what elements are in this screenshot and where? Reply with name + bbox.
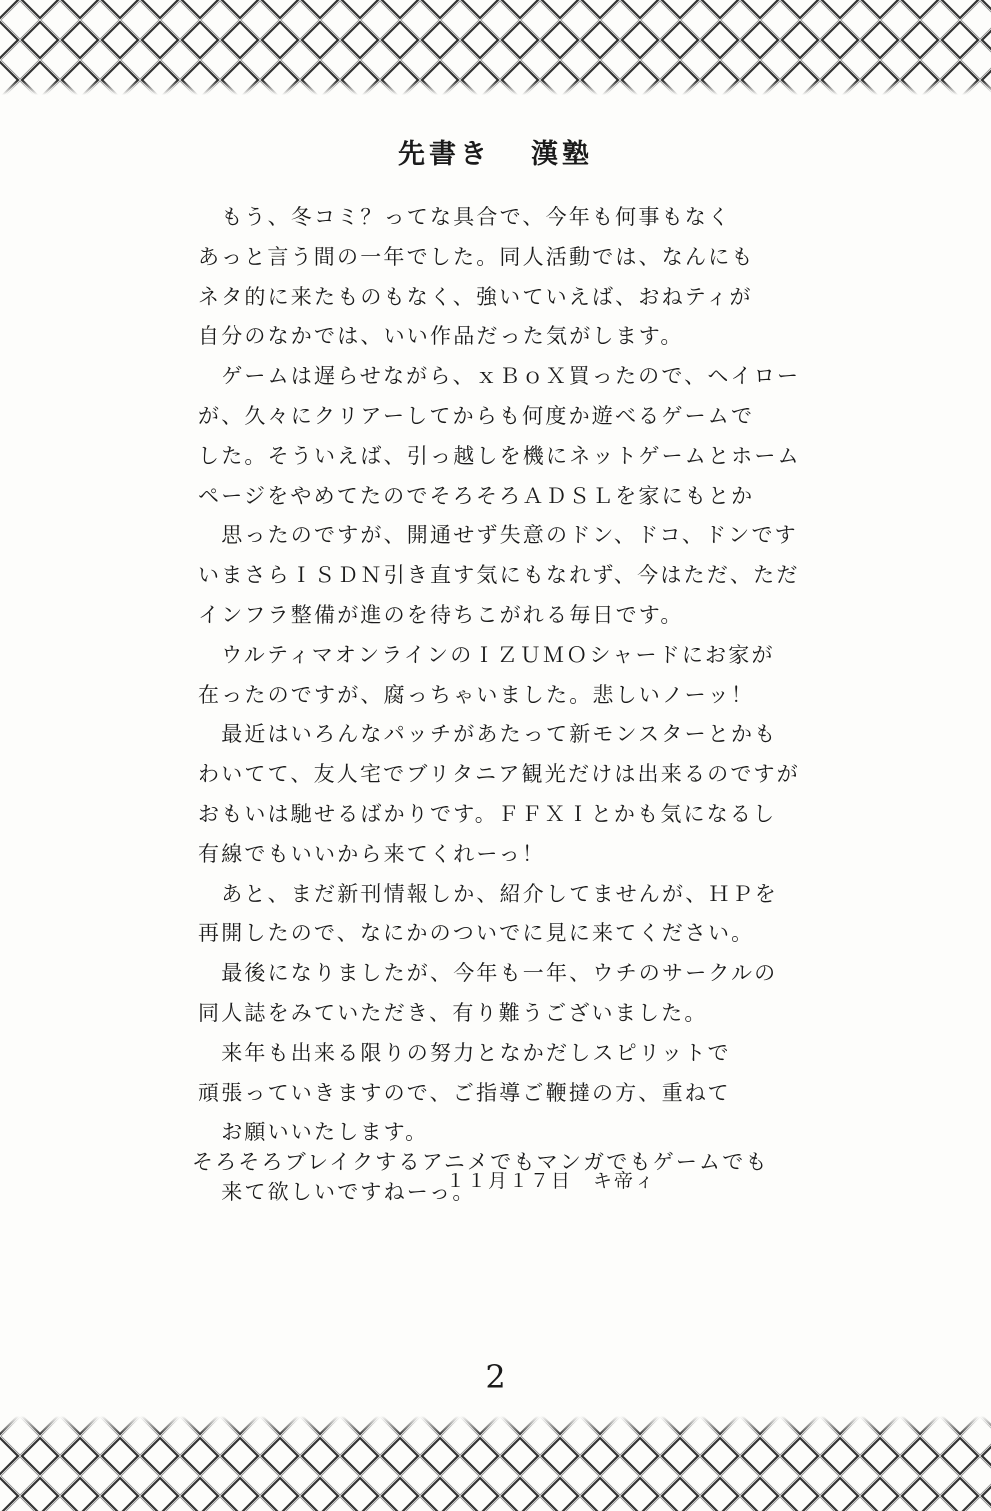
chain-link-border-top — [0, 0, 991, 95]
text-line: 思ったのですが、開通せず失意のドン、ドコ、ドンです — [198, 523, 798, 547]
chain-link-border-bottom — [0, 1416, 991, 1511]
text-line: インフラ整備が進のを待ちこがれる毎日です。 — [198, 603, 684, 627]
page-title — [0, 132, 991, 171]
text-line: 来て欲しいですねーっ。 — [198, 1180, 476, 1204]
text-line: お願いいたします。 — [198, 1120, 429, 1144]
text-line: あと、まだ新刊情報しか、紹介してませんが、ＨＰを — [198, 882, 778, 906]
text-line: が、久々にクリアーしてからも何度か遊べるゲームで — [198, 404, 755, 428]
title-part-2: 漢塾 — [531, 139, 593, 170]
text-line: そろそろブレイクするアニメでもマンガでもゲームでも — [192, 1150, 769, 1174]
date-signature: １１月１７日 キ帝ィ — [446, 1170, 657, 1192]
text-line: いまさらＩＳＤＮ引き直す気にもなれず、今はただ、ただ — [198, 563, 800, 587]
text-line: 再開したので、なにかのついでに見に来てください。 — [198, 921, 755, 945]
text-line: ゲームは遅らせながら、ｘＢｏＸ買ったので、ヘイロー — [198, 364, 801, 388]
text-line: ページをやめてたのでそろそろＡＤＳＬを家にもとか — [198, 484, 755, 508]
title-part-1: 先書き — [398, 139, 491, 170]
page-number: 2 — [485, 1358, 506, 1396]
text-line: した。そういえば、引っ越しを機にネットゲームとホーム — [198, 444, 801, 468]
text-line: あっと言う間の一年でした。同人活動では、なんにも — [198, 245, 755, 269]
text-line: 頑張っていきますので、ご指導ご鞭撻の方、重ねて — [198, 1081, 731, 1105]
text-line: わいてて、友人宅でブリタニア観光だけは出来るのですが — [198, 762, 800, 786]
text-line: 最近はいろんなパッチがあたって新モンスターとかも — [198, 722, 778, 746]
text-line: 最後になりましたが、今年も一年、ウチのサークルの — [198, 961, 778, 985]
text-line: おもいは馳せるばかりです。ＦＦＸＩとかも気になるし — [198, 802, 777, 826]
text-line: 有線でもいいから来てくれーっ！ — [198, 842, 546, 866]
text-line: 在ったのですが、腐っちゃいました。悲しいノーッ！ — [198, 683, 755, 707]
text-line: 自分のなかでは、いい作品だった気がします。 — [198, 324, 684, 348]
text-line: 同人誌をみていただき、有り難うございました。 — [198, 1001, 708, 1025]
text-line: 来年も出来る限りの努力となかだしスピリットで — [198, 1041, 731, 1065]
text-line: ウルティマオンラインのＩＺＵＭＯシャードにお家が — [198, 643, 775, 667]
text-line: もう、冬コミ？ってな具合で、今年も何事もなく — [198, 205, 732, 229]
text-line: ネタ的に来たものもなく、強いていえば、おねティが — [198, 285, 753, 309]
